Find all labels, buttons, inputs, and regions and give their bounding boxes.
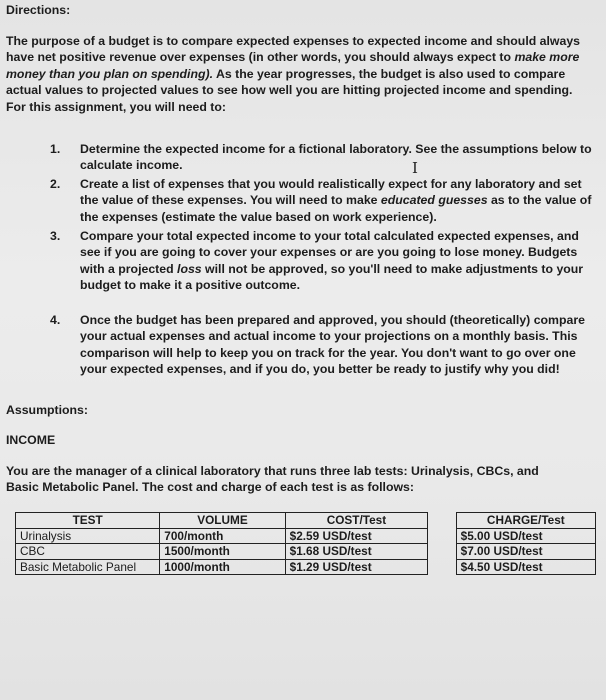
table-row: Urinalysis 700/month $2.59 USD/test $5.00 USD/test — [16, 528, 596, 544]
header-cost: COST/Test — [285, 513, 428, 529]
header-charge: CHARGE/Test — [456, 513, 595, 529]
text-cursor-icon: I — [412, 159, 418, 177]
table-row: Basic Metabolic Panel 1000/month $1.29 USD/test $4.50 USD/test — [16, 559, 596, 575]
table-header-row — [16, 513, 596, 529]
intro-text-2: As the year progresses, the budget is also used to compare actual values to projected values to see how well you are hitting projected income and spending. For this assignment, you will need to: — [6, 66, 573, 114]
intro-text-emphasis: make more money than you plan on spending). — [6, 50, 580, 81]
list-item: 1. Determine the expected income for a fictional laboratory. See the assumptions below to calculate income. — [50, 142, 592, 173]
step-text: Once the budget has been prepared and approved, you should (theoretically) compare your actual expenses and actual income to your projections on a monthly basis. This comparison will help to keep you on track for the year. You don't want to go over one your expected expenses, and if you do, you better be ready to justify why you did! — [80, 313, 585, 377]
directions-heading: Directions: — [6, 3, 71, 17]
income-paragraph: You are the manager of a clinical laboratory that runs three lab tests: Urinalysis, CBCs, and Basic Metabolic Panel. The cost and charge of each test is as follows: — [6, 464, 539, 495]
table-row: CBC 1500/month $1.68 USD/test $7.00 USD/test — [16, 544, 596, 560]
intro-text-1: The purpose of a budget is to compare expected expenses to expected income and should always have net positive revenue over expenses (in other words, you should always expect to — [6, 34, 581, 65]
step-text: Determine the expected income for a fictional laboratory. See the assumptions below to calculate income. — [80, 142, 592, 173]
list-item: 2. Create a list of expenses that you would realistically expect for any laboratory and set the value of these expenses. You will need to make educated guesses as to the value of the expenses (estimate the value based on work experience). — [50, 177, 592, 224]
intro-paragraph — [6, 33, 594, 115]
assumptions-heading: Assumptions: — [6, 403, 88, 417]
steps-list — [50, 141, 595, 378]
list-item: 4. Once the budget has been prepared and approved, you should (theoretically) compare your actual expenses and actual income to your projections on a monthly basis. This comparison will help to keep you on track for the year. You don't want to go over one your expected expenses, and if you do, you better be ready to justify why you did! — [50, 313, 585, 377]
header-volume: VOLUME — [160, 513, 285, 529]
cost-table — [15, 512, 596, 575]
list-item: 3. Compare your total expected income to your total calculated expected expenses, and see if you are going to cover your expenses or are you going to lose money. Budgets with a projected loss will not be approved, so you'll need to make adjustments to your budget to make it a positive outcome. — [50, 229, 584, 293]
income-heading: INCOME — [6, 433, 56, 447]
header-test: TEST — [16, 513, 160, 529]
